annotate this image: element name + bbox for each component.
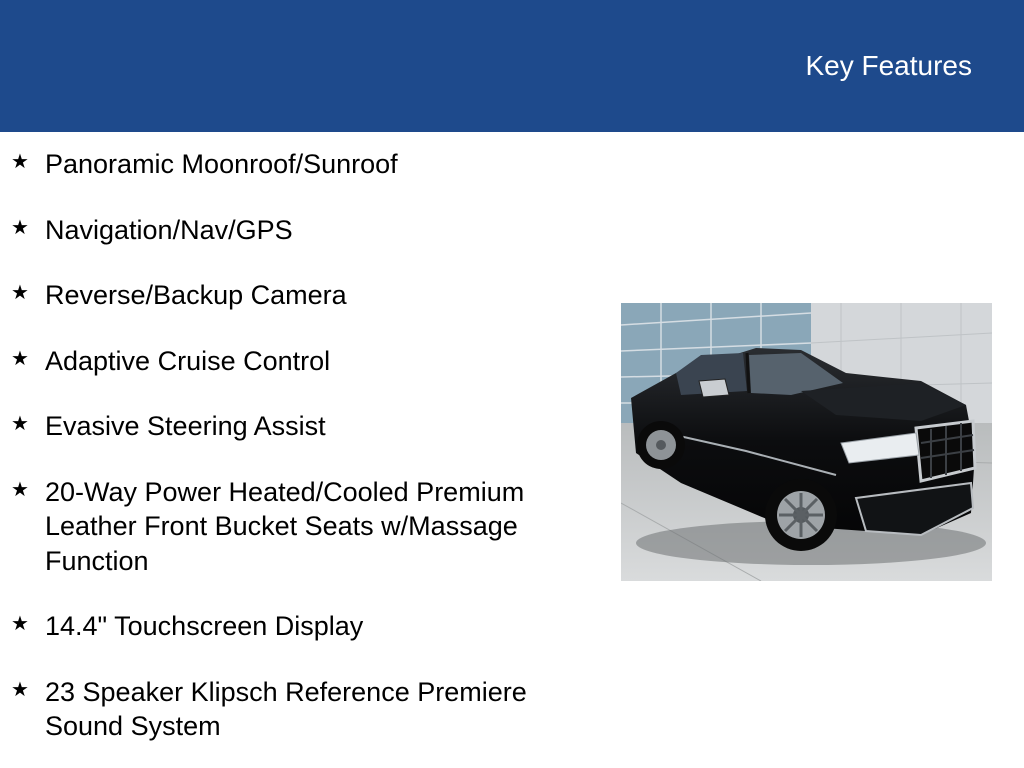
star-icon: ★ [11,347,29,370]
pickup-truck-image [621,303,992,581]
feature-label: Evasive Steering Assist [45,411,326,441]
star-icon: ★ [11,678,29,701]
feature-item [0,675,580,744]
feature-item [0,147,580,182]
feature-label: Navigation/Nav/GPS [45,214,293,245]
feature-item [0,213,580,248]
star-icon: ★ [11,151,29,173]
star-icon: ★ [11,478,29,501]
feature-item [0,609,580,644]
header-banner [0,0,1024,132]
vehicle-photo [621,303,992,581]
feature-label: 23 Speaker Klipsch Reference Premiere Sound System [45,676,527,741]
feature-item [0,344,580,379]
star-icon: ★ [11,413,29,435]
feature-label: 20-Way Power Heated/Cooled Premium Leather Front Bucket Seats w/Massage Function [45,476,525,576]
feature-item [0,278,580,313]
feature-label: 14.4" Touchscreen Display [45,611,364,641]
feature-list [0,147,580,768]
star-icon: ★ [11,216,29,239]
star-icon: ★ [11,282,29,304]
feature-label: Panoramic Moonroof/Sunroof [45,149,398,179]
feature-label: Reverse/Backup Camera [45,280,347,310]
star-icon: ★ [11,613,29,635]
feature-item [0,475,580,579]
feature-item [0,409,580,444]
page-title: Key Features [805,50,972,81]
feature-label: Adaptive Cruise Control [45,345,331,376]
